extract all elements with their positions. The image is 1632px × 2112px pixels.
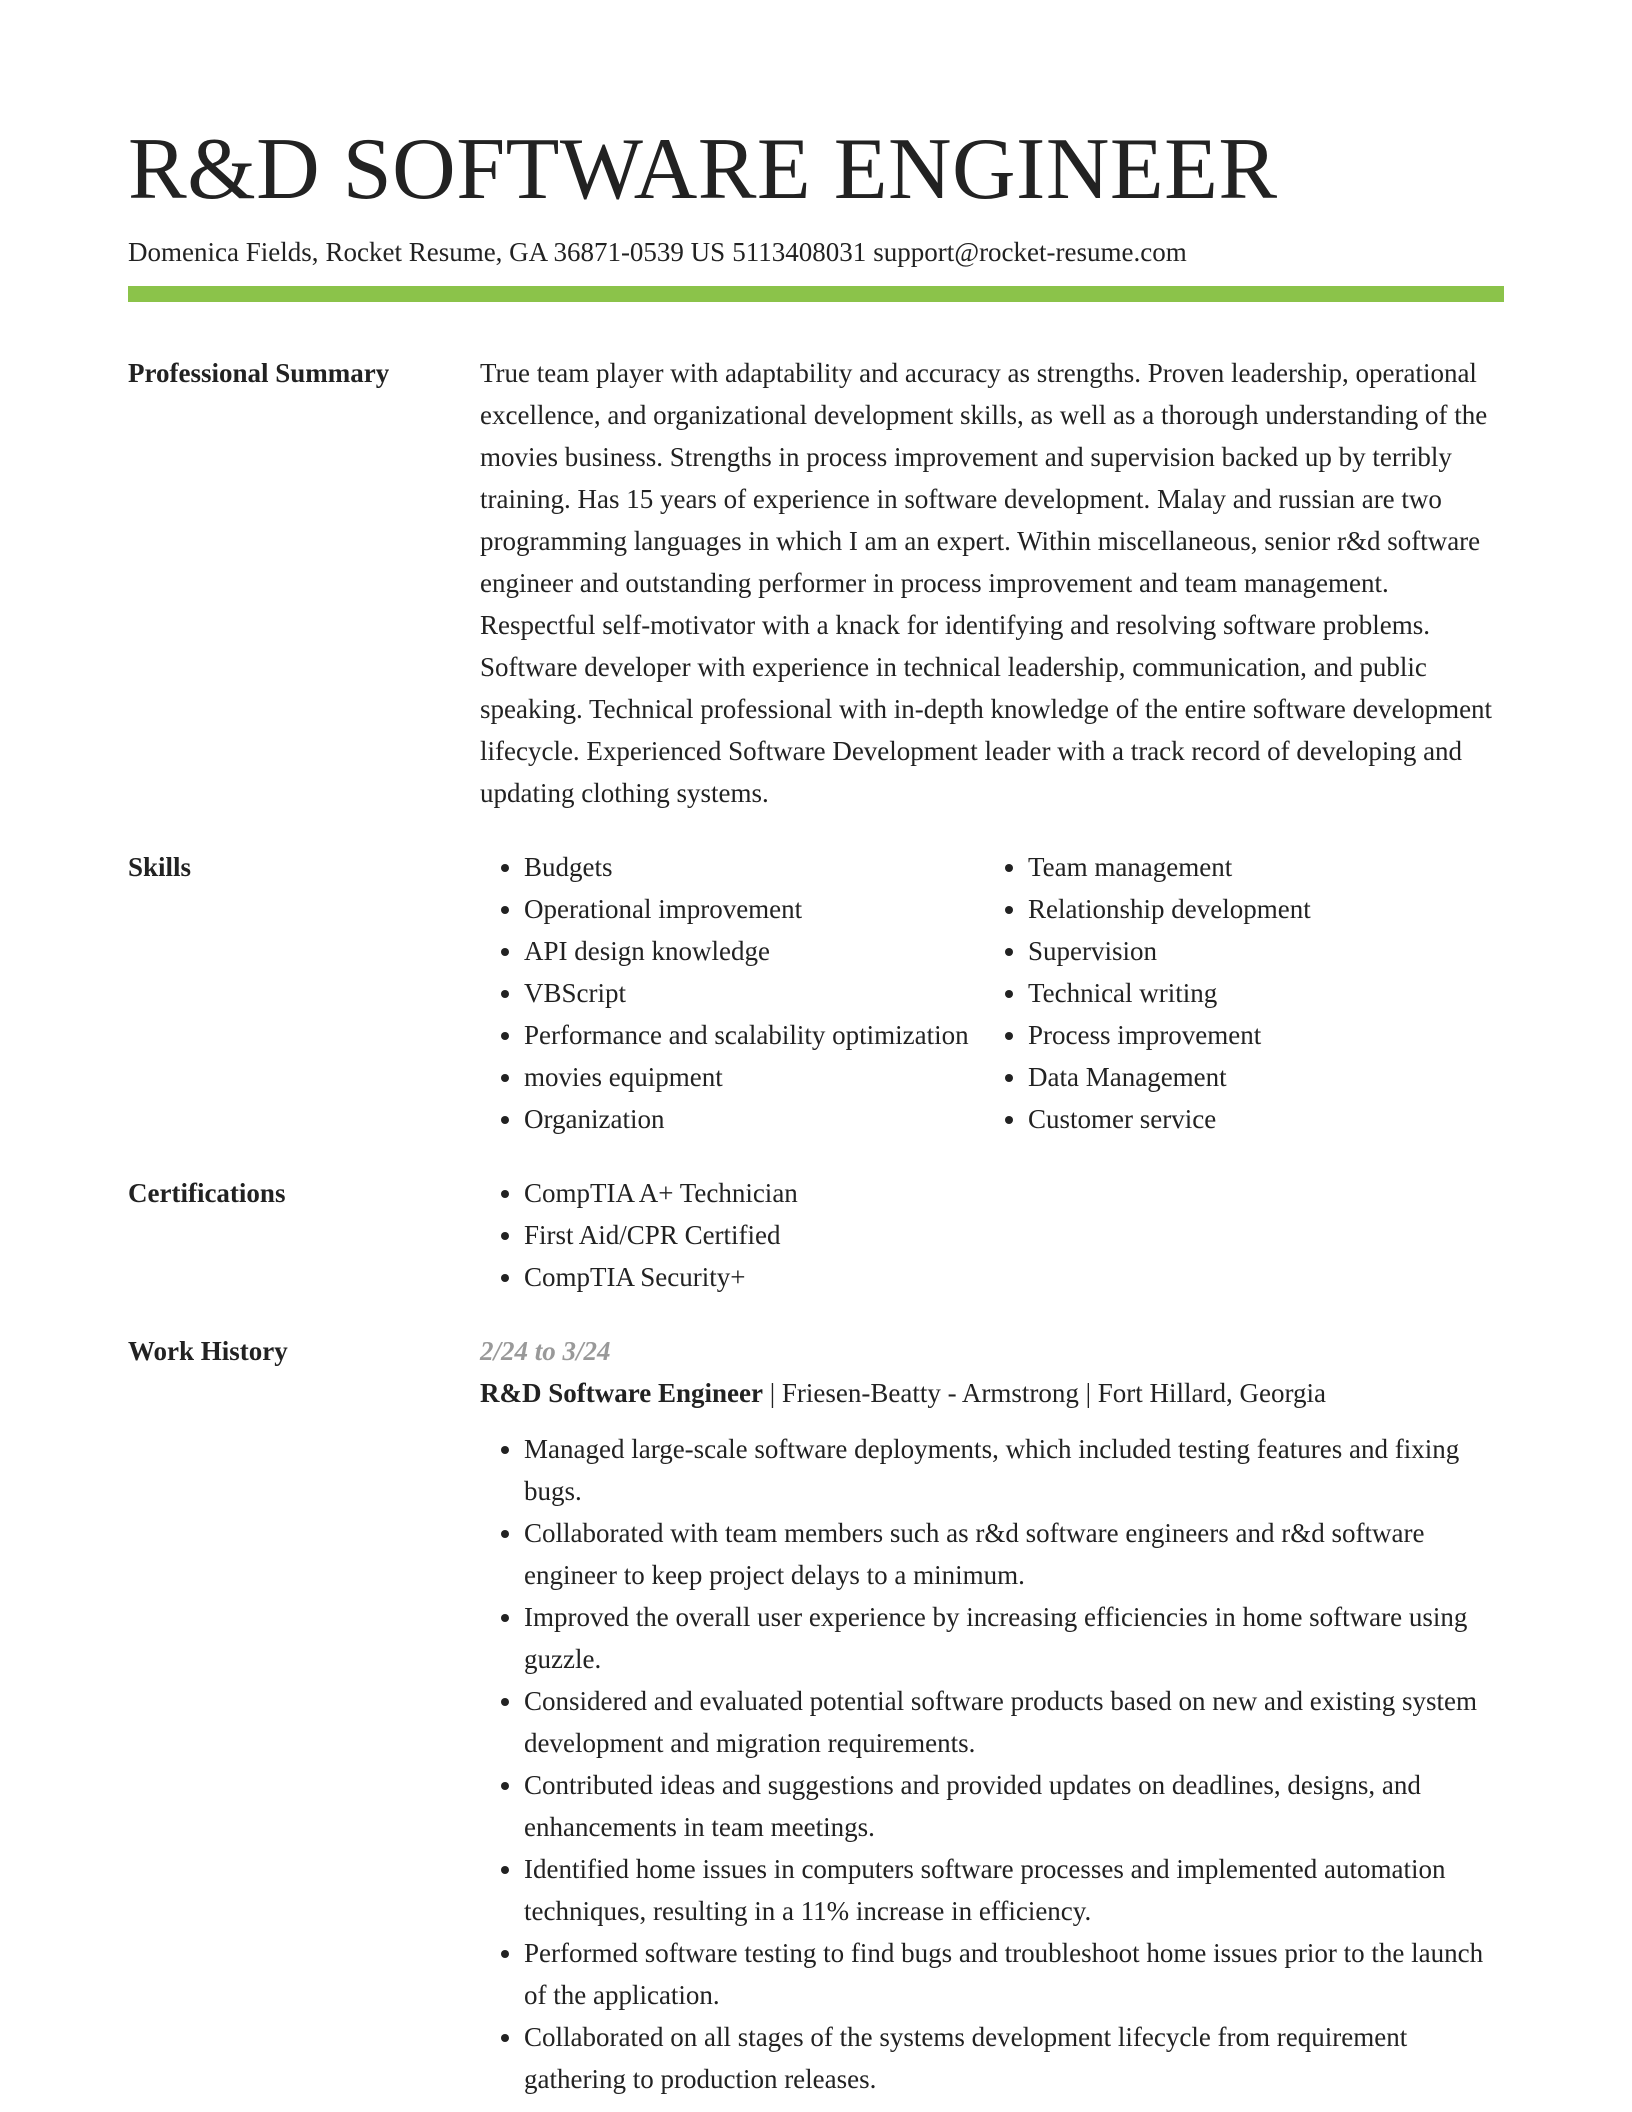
header-divider bbox=[128, 286, 1504, 302]
job-bullet: • Managed large-scale software deployments, which included testing features and fixing bugs. bbox=[524, 1428, 1504, 1512]
contact-name: Domenica Fields, bbox=[128, 237, 319, 267]
summary-section bbox=[128, 352, 1504, 814]
work-history-label: Work History bbox=[128, 1336, 288, 1366]
skill-item: • Organization bbox=[524, 1098, 984, 1140]
job-heading bbox=[480, 1372, 1504, 1414]
certification-item: • CompTIA Security+ bbox=[524, 1256, 1504, 1298]
summary-label: Professional Summary bbox=[128, 358, 390, 388]
certification-item: • First Aid/CPR Certified bbox=[524, 1214, 1504, 1256]
skill-item: • Relationship development bbox=[1028, 888, 1504, 930]
job-bullet: • Improved the overall user experience by increasing efficiencies in home software using guzzle. bbox=[524, 1596, 1504, 1680]
contact-email[interactable]: support@rocket-resume.com bbox=[873, 237, 1187, 267]
skill-item: • Budgets bbox=[524, 846, 984, 888]
certifications-list bbox=[480, 1172, 1504, 1298]
skill-item: • movies equipment bbox=[524, 1056, 984, 1098]
skill-item: • Process improvement bbox=[1028, 1014, 1504, 1056]
job-bullets bbox=[480, 1428, 1504, 2100]
skills-list-left bbox=[480, 846, 984, 1140]
skill-item: • VBScript bbox=[524, 972, 984, 1014]
skill-item: • Performance and scalability optimization bbox=[524, 1014, 984, 1056]
contact-phone: 5113408031 bbox=[732, 237, 867, 267]
contact-address: Rocket Resume, GA 36871-0539 US bbox=[325, 237, 726, 267]
skill-item: • Operational improvement bbox=[524, 888, 984, 930]
skills-section bbox=[128, 846, 1504, 1140]
skills-label: Skills bbox=[128, 852, 192, 882]
contact-line bbox=[128, 234, 1504, 270]
certification-item: • CompTIA A+ Technician bbox=[524, 1172, 1504, 1214]
certifications-label: Certifications bbox=[128, 1178, 286, 1208]
job-title: R&D Software Engineer bbox=[480, 1378, 763, 1408]
skill-item: • Customer service bbox=[1028, 1098, 1504, 1140]
skill-item: • Technical writing bbox=[1028, 972, 1504, 1014]
job-bullet: • Collaborated on all stages of the systems development lifecycle from requirement gathering to production releases. bbox=[524, 2016, 1504, 2100]
job-bullet: • Performed software testing to find bugs and troubleshoot home issues prior to the launch of the application. bbox=[524, 1932, 1504, 2016]
work-history-section bbox=[128, 1330, 1504, 2100]
summary-text: True team player with adaptability and accuracy as strengths. Proven leadership, operational excellence, and organizational development skills, as well as a thorough understanding of the movies business. Strengths in process improvement and supervision backed up by terribly training. Has 15 years of experience in software development. Malay and russian are two programming languages in which I am an expert. Within miscellaneous, senior r&d software engineer and outstanding performer in process improvement and team management. Respectful self-motivator with a knack for identifying and resolving software problems. Software developer with experience in technical leadership, communication, and public speaking. Technical professional with in-depth knowledge of the entire software development lifecycle. Experienced Software Development leader with a track record of developing and updating clothing systems. bbox=[480, 358, 1493, 808]
skill-item: • API design knowledge bbox=[524, 930, 984, 972]
job-date: 2/24 to 3/24 bbox=[480, 1336, 611, 1366]
job-details: | Friesen-Beatty - Armstrong | Fort Hillard, Georgia bbox=[762, 1378, 1326, 1408]
job-bullet: • Identified home issues in computers software processes and implemented automation techniques, resulting in a 11% increase in efficiency. bbox=[524, 1848, 1504, 1932]
certifications-section bbox=[128, 1172, 1504, 1298]
job-bullet: • Collaborated with team members such as r&d software engineers and r&d software engineer to keep project delays to a minimum. bbox=[524, 1512, 1504, 1596]
skill-item: • Supervision bbox=[1028, 930, 1504, 972]
job-bullet: • Contributed ideas and suggestions and provided updates on deadlines, designs, and enhancements in team meetings. bbox=[524, 1764, 1504, 1848]
resume-page bbox=[128, 118, 1504, 2100]
skill-item: • Data Management bbox=[1028, 1056, 1504, 1098]
job-bullet: • Considered and evaluated potential software products based on new and existing system development and migration requirements. bbox=[524, 1680, 1504, 1764]
resume-title: R&D SOFTWARE ENGINEER bbox=[128, 121, 1278, 218]
skills-list-right bbox=[984, 846, 1504, 1140]
skill-item: • Team management bbox=[1028, 846, 1504, 888]
